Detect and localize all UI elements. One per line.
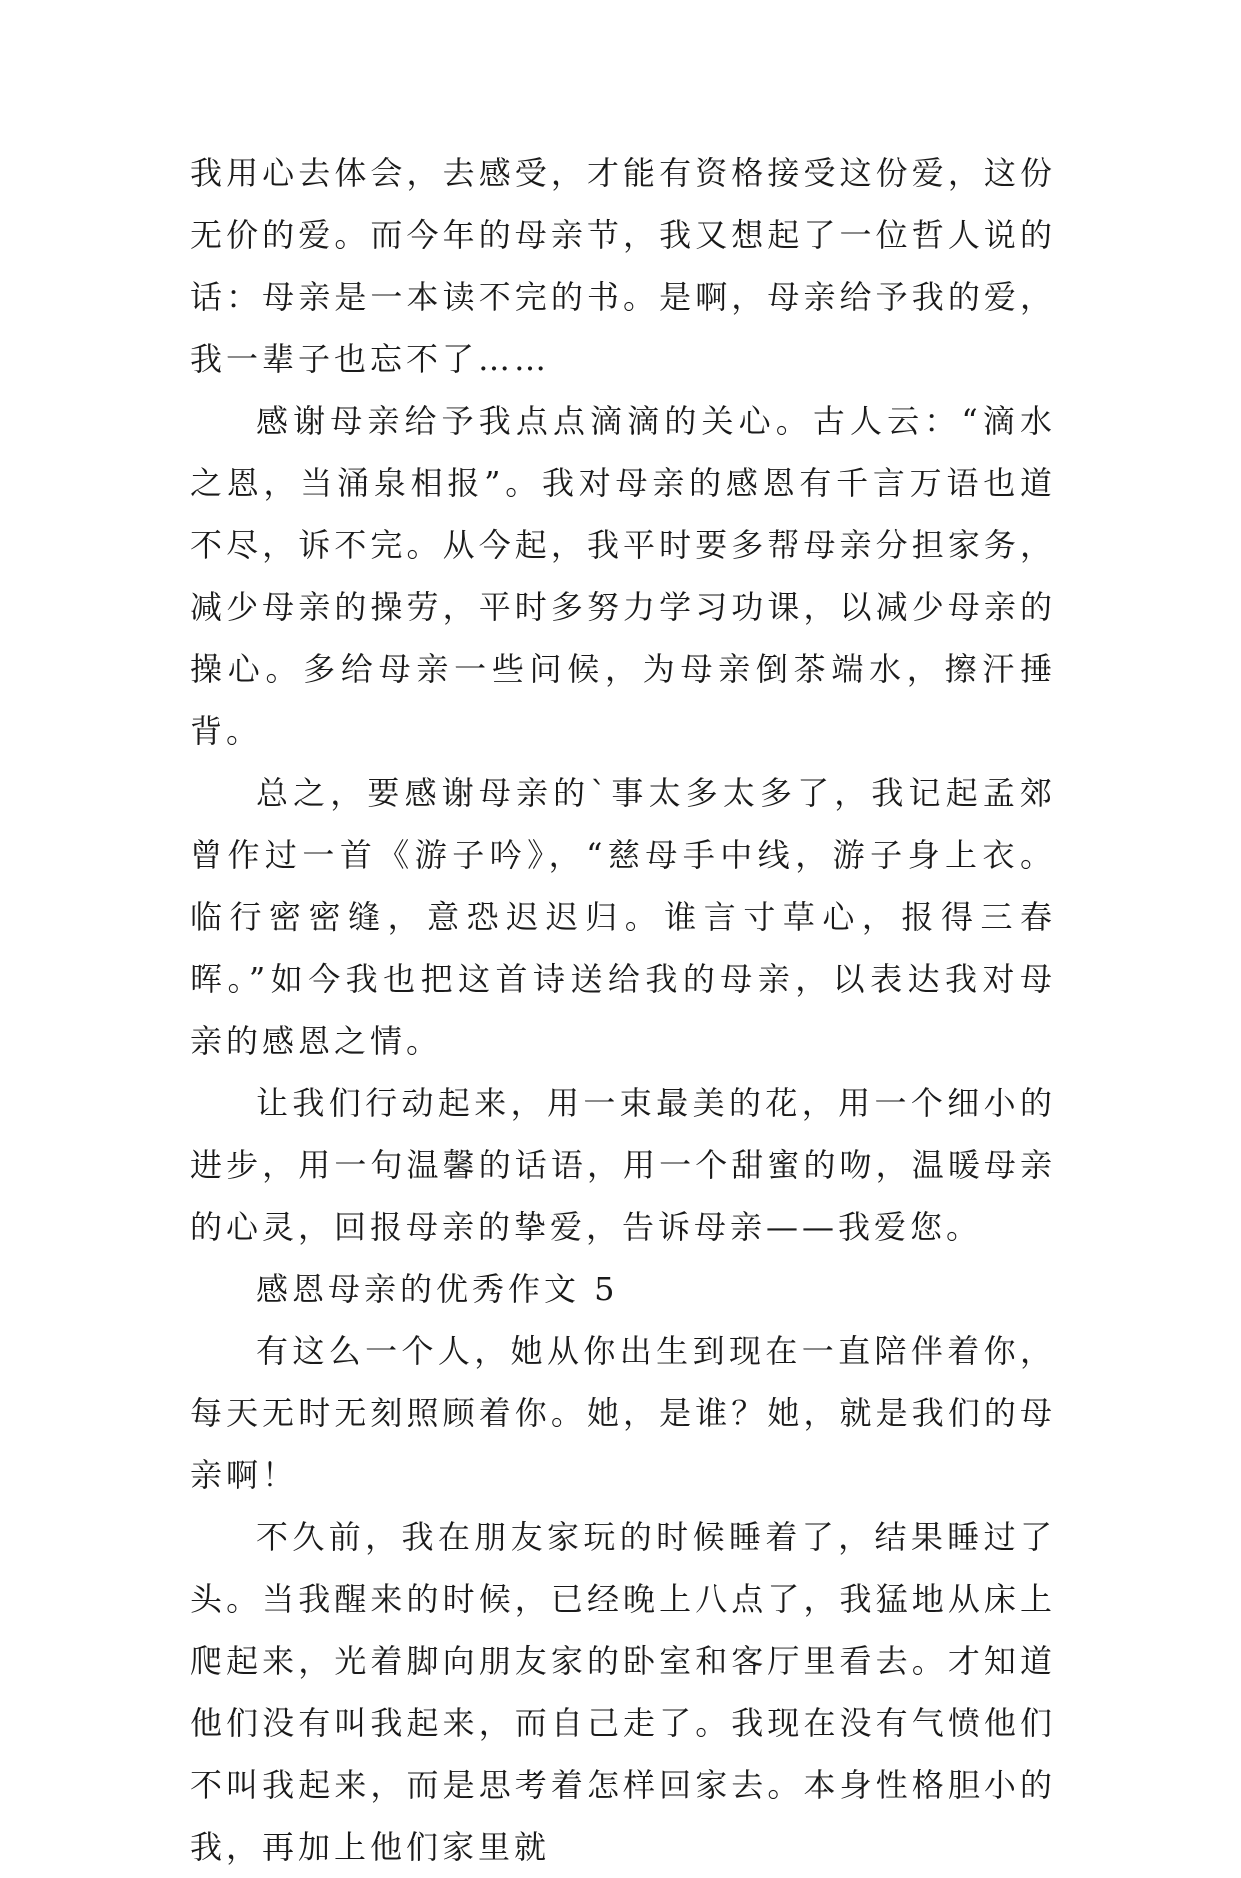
document-page xyxy=(190,142,1056,1878)
paragraph-4: 让我们行动起来，用一束最美的花，用一个细小的进步，用一句温馨的话语，用一个甜蜜的吻，温暖母亲的心灵，回报母亲的挚爱，告诉母亲——我爱您。 xyxy=(190,1084,1056,1246)
paragraph-2: 感谢母亲给予我点点滴滴的关心。古人云：“滴水之恩，当涌泉相报”。我对母亲的感恩有千言万语也道不尽，诉不完。从今起，我平时要多帮母亲分担家务，减少母亲的操劳，平时多努力学习功课，以减少母亲的操心。多给母亲一些问候，为母亲倒茶端水，擦汗捶背。 xyxy=(190,402,1056,750)
paragraph-1: 我用心去体会，去感受，才能有资格接受这份爱，这份无价的爱。而今年的母亲节，我又想起了一位哲人说的话：母亲是一本读不完的书。是啊，母亲给予我的爱，我一辈子也忘不了…… xyxy=(190,154,1056,378)
paragraph-5: 有这么一个人，她从你出生到现在一直陪伴着你，每天无时无刻照顾着你。她，是谁？她，就是我们的母亲啊！ xyxy=(190,1332,1056,1494)
paragraph-3: 总之，要感谢母亲的`事太多太多了，我记起孟郊曾作过一首《游子吟》，“慈母手中线，游子身上衣。临行密密缝，意恐迟迟归。谁言寸草心，报得三春晖。”如今我也把这首诗送给我的母亲，以表达我对母亲的感恩之情。 xyxy=(190,774,1056,1060)
paragraph-6: 不久前，我在朋友家玩的时候睡着了，结果睡过了头。当我醒来的时候，已经晚上八点了，我猛地从床上爬起来，光着脚向朋友家的卧室和客厅里看去。才知道他们没有叫我起来，而自己走了。我现在没有气愤他们不叫我起来，而是思考着怎样回家去。本身性格胆小的我，再加上他们家里就 xyxy=(190,1518,1056,1866)
section-heading: 感恩母亲的优秀作文 5 xyxy=(256,1270,619,1308)
